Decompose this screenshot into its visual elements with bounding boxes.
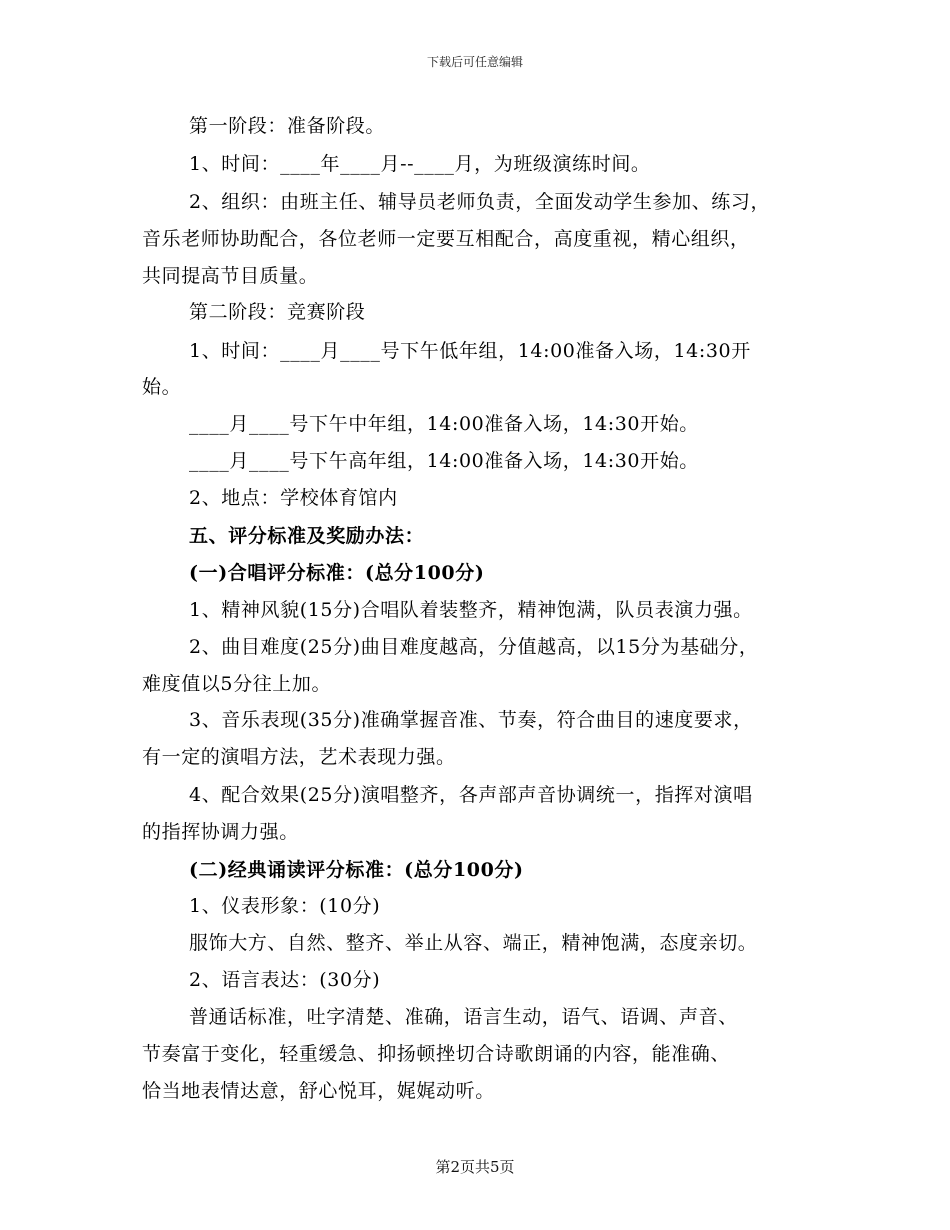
- text-line: 2、地点：学校体育馆内: [189, 487, 398, 509]
- text-line: 普通话标准，吐字清楚、准确，语言生动，语气、语调、声音、: [189, 1006, 738, 1028]
- text-line: 1、精神风貌(15分)合唱队着装整齐，精神饱满，队员表演力强。: [189, 599, 753, 621]
- page-footer: 第2页共5页: [435, 1158, 515, 1176]
- page-header: 下载后可任意编辑: [426, 55, 523, 69]
- text-line: 1、时间：____月____号下午低年组，14:00准备入场，14:30开: [189, 340, 751, 362]
- text-line: ____月____号下午中年组，14:00准备入场，14:30开始。: [189, 413, 699, 435]
- section-heading: 五、评分标准及奖励办法：: [189, 525, 425, 547]
- text-line: 始。: [142, 376, 182, 398]
- text-line: 2、语言表达：(30分): [189, 969, 381, 991]
- text-line: 难度值以5分往上加。: [142, 673, 332, 695]
- text-line: 2、曲目难度(25分)曲目难度越高，分值越高，以15分为基础分，: [189, 636, 759, 658]
- subsection-heading: (二)经典诵读评分标准：(总分100分): [189, 859, 524, 881]
- text-line: 1、时间：____年____月--____月，为班级演练时间。: [189, 153, 651, 175]
- text-line: 4、配合效果(25分)演唱整齐，各声部声音协调统一，指挥对演唱: [189, 784, 753, 806]
- text-line: 服饰大方、自然、整齐、举止从容、端正，精神饱满，态度亲切。: [189, 932, 758, 954]
- text-line: 恰当地表情达意，舒心悦耳，娓娓动听。: [142, 1080, 495, 1102]
- text-line: 第一阶段：准备阶段。: [189, 115, 386, 137]
- text-line: 的指挥协调力强。: [142, 821, 299, 843]
- text-line: 1、仪表形象：(10分): [189, 895, 381, 917]
- text-line: 音乐老师协助配合，各位老师一定要互相配合，高度重视，精心组织，: [142, 228, 750, 250]
- text-line: 有一定的演唱方法，艺术表现力强。: [142, 746, 456, 768]
- text-line: 2、组织：由班主任、辅导员老师负责，全面发动学生参加、练习，: [189, 191, 771, 213]
- text-line: 第二阶段：竞赛阶段: [189, 301, 366, 323]
- text-line: ____月____号下午高年组，14:00准备入场，14:30开始。: [189, 450, 699, 472]
- text-line: 节奏富于变化，轻重缓急、抑扬顿挫切合诗歌朗诵的内容，能准确、: [142, 1043, 731, 1065]
- subsection-heading: (一)合唱评分标准：(总分100分): [189, 562, 485, 584]
- text-line: 3、音乐表现(35分)准确掌握音准、节奏，符合曲目的速度要求，: [189, 709, 753, 731]
- text-line: 共同提高节目质量。: [142, 265, 319, 287]
